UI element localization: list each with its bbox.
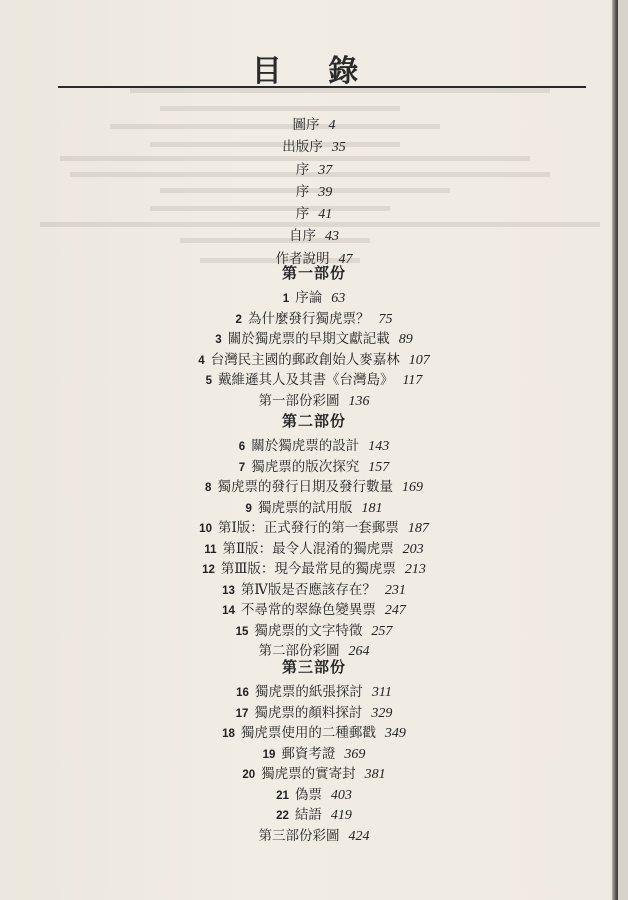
chapter-page: 213 [404,562,426,577]
plates-title: 第三部份彩圖 [258,827,340,844]
toc-entry [0,600,628,621]
chapter-page: 203 [402,541,424,557]
plates-title: 第二部份彩圖 [258,643,340,659]
toc-entry [0,329,628,350]
chapter-number: 11 [204,543,217,556]
toc-entry [0,518,628,539]
part-3-heading: 第三部份 [281,658,346,676]
toc-entry [0,682,628,703]
toc-entry [0,350,628,371]
plates-page: 424 [348,828,370,844]
toc-entry [0,539,628,560]
entry-page: 4 [328,118,336,133]
chapter-title: 序論 [295,290,323,306]
chapter-title: 獨虎票的顏料探討 [254,704,363,721]
chapter-number: 5 [205,375,212,387]
toc-entry [0,703,628,724]
front-matter-entry [0,181,628,203]
entry-label: 序 [295,206,310,223]
chapter-number: 21 [276,789,289,802]
chapter-page: 157 [368,459,390,475]
chapter-page: 381 [364,767,386,782]
chapter-number: 18 [222,728,235,740]
chapter-title: 結語 [294,807,322,823]
chapter-page: 257 [371,623,393,639]
entry-label: 序 [295,161,310,178]
toc-entry [0,785,628,806]
chapter-page: 349 [384,726,406,741]
chapter-number: 17 [235,707,249,720]
chapter-number: 10 [199,523,212,535]
chapter-title: 獨虎票的試用版 [257,499,353,516]
chapter-title: 關於獨虎票的早期文獻記載 [227,331,390,347]
toc-entry [0,436,628,457]
toc-entry [0,580,628,601]
toc-entry [0,805,628,826]
chapter-title: 獨虎票的發行日期及發行數量 [217,479,393,495]
chapter-number: 9 [245,502,252,515]
chapter-number: 19 [262,748,276,761]
chapter-page: 247 [384,603,406,618]
toc-entry [0,309,628,330]
chapter-title: 台灣民主國的郵政創始人麥嘉林 [210,351,400,368]
entry-page: 37 [318,162,333,178]
chapter-page: 329 [371,705,393,721]
chapter-number: 14 [222,605,235,617]
entry-page: 43 [325,229,339,245]
plates-title: 第一部份彩圖 [258,392,340,409]
chapter-number: 3 [215,334,222,346]
chapter-title: 第Ⅳ版是否應該存在？ [240,581,376,598]
chapter-number: 8 [205,482,212,494]
toc-entry [0,288,628,309]
entry-label: 作者說明 [275,250,330,267]
part-1-section [0,262,628,411]
chapter-title: 不尋常的翠綠色變異票 [240,602,376,618]
plates-page: 264 [348,644,370,659]
chapter-title: 獨虎票的實寄封 [261,766,356,782]
chapter-page: 75 [378,311,393,327]
front-matter-list [0,114,628,270]
front-matter-entry [0,203,628,225]
entry-label: 出版序 [282,139,323,156]
chapter-page: 369 [344,746,366,762]
toc-entry [0,764,628,785]
front-matter-entry [0,225,628,247]
toc-entry [0,621,628,642]
chapter-title: 第Ⅰ版：正式發行的第一套郵票 [217,520,399,536]
chapter-title: 第Ⅱ版：最令人混淆的獨虎票 [222,540,394,557]
toc-entry [0,559,628,580]
chapter-number: 4 [198,354,205,367]
chapter-number: 13 [222,584,235,597]
chapter-page: 311 [371,685,392,700]
entry-label: 圖序 [292,117,320,133]
chapter-number: 15 [235,625,249,638]
front-matter-entry [0,114,628,136]
chapter-title: 第Ⅲ版：現今最常見的獨虎票 [220,561,396,577]
chapter-title: 郵資考證 [281,745,336,762]
chapter-number: 6 [238,441,246,453]
chapter-page: 231 [384,582,406,598]
chapter-title: 獨虎票使用的二種郵戳 [240,725,376,741]
chapter-number: 7 [238,461,246,474]
plates-page: 136 [348,393,370,409]
entry-label: 自序 [289,228,316,245]
toc-entry [0,744,628,765]
page-title: 目 錄 [251,54,377,89]
part-3-section [0,656,628,846]
front-matter-entry [0,136,628,158]
chapter-title: 獨虎票的文字特徵 [254,622,363,639]
chapter-page: 143 [368,439,390,454]
chapter-title: 獨虎票的版次探究 [251,458,360,475]
chapter-page: 181 [361,500,383,516]
chapter-title: 偽票 [294,786,322,803]
chapter-number: 20 [242,769,256,781]
title-divider [58,86,586,88]
chapter-page: 419 [330,808,352,823]
chapter-title: 戴維遜其人及其書《台灣島》 [217,372,394,388]
part-2-section [0,410,628,662]
entry-page: 39 [318,184,333,200]
chapter-page: 169 [401,480,423,495]
chapter-number: 1 [282,293,290,305]
toc-entry [0,826,628,847]
toc-entry [0,391,628,412]
toc-entry [0,370,628,391]
toc-entry [0,457,628,478]
entry-page: 47 [338,251,353,267]
chapter-page: 117 [402,373,423,388]
toc-entry [0,477,628,498]
chapter-page: 107 [408,352,430,368]
chapter-number: 12 [202,564,215,576]
chapter-title: 為什麼發行獨虎票？ [247,310,370,327]
chapter-number: 16 [236,687,249,699]
chapter-number: 22 [276,810,289,822]
front-matter-entry [0,159,628,181]
entry-page: 41 [318,207,333,223]
chapter-page: 187 [407,521,429,536]
entry-page: 35 [331,140,346,156]
chapter-page: 63 [331,291,346,306]
part-2-heading: 第二部份 [281,412,346,430]
toc-entry [0,498,628,519]
entry-label: 序 [295,183,310,200]
chapter-number: 2 [235,313,242,326]
chapter-page: 89 [398,332,413,347]
part-1-heading: 第一部份 [281,264,346,282]
chapter-title: 關於獨虎票的設計 [251,438,360,454]
chapter-title: 獨虎票的紙張探討 [254,684,363,700]
toc-entry [0,723,628,744]
chapter-page: 403 [330,787,352,803]
